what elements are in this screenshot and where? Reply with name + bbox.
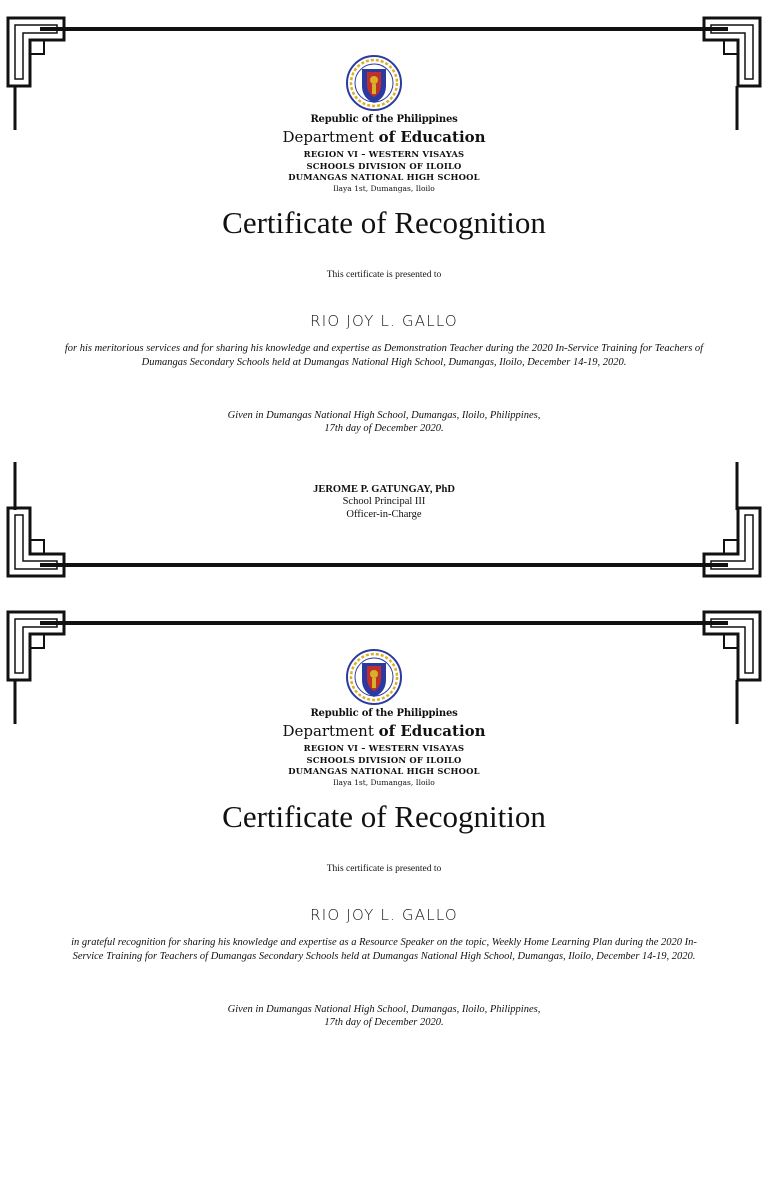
school-line: DUMANGAS NATIONAL HIGH SCHOOL bbox=[288, 172, 480, 182]
recipient-name: RIO JOY L. GALLO bbox=[310, 312, 458, 330]
certificate-2 bbox=[0, 594, 768, 1188]
presented-to-line: This certificate is presented to bbox=[326, 270, 442, 280]
region-line: REGION VI – WESTERN VISAYAS bbox=[303, 149, 465, 159]
given-block bbox=[0, 409, 768, 435]
citation-text: for his meritorious services and for sharing his knowledge and expertise as Demonstration Teacher during the 2020 In-Service Training for Teachers of Dumangas Secondary Schools held at Dumangas National High School, Dumangas, Iloilo, December 14-19, 2020. bbox=[64, 343, 704, 368]
given-line-1: Given in Dumangas National High School, Dumangas, Iloilo, Philippines, bbox=[227, 410, 541, 421]
certificate-title: Certificate of Recognition bbox=[222, 205, 546, 240]
school-line: DUMANGAS NATIONAL HIGH SCHOOL bbox=[288, 766, 480, 776]
department-prefix: Department bbox=[282, 128, 379, 146]
given-block bbox=[0, 1003, 768, 1029]
certificate-title: Certificate of Recognition bbox=[222, 799, 546, 834]
office-lines bbox=[0, 149, 768, 184]
department-bold: of Education bbox=[378, 128, 486, 146]
given-line-2: 17th day of December 2020. bbox=[324, 423, 444, 434]
office-lines bbox=[0, 743, 768, 778]
citation-text: in grateful recognition for sharing his knowledge and expertise as a Resource Speaker on the topic, Weekly Home Learning Plan during the 2020 In-Service Training for Teachers of Dumangas Secondary Schools held at Dumangas National High School, Dumangas, Iloilo, December 14-19, 2020. bbox=[71, 937, 697, 962]
republic-line: Republic of the Philippines bbox=[310, 708, 458, 719]
given-line-2: 17th day of December 2020. bbox=[324, 1017, 444, 1028]
deped-seal-icon bbox=[345, 54, 403, 112]
recipient-name: RIO JOY L. GALLO bbox=[310, 906, 458, 924]
address-line: Ilaya 1st, Dumangas, Iloilo bbox=[333, 184, 435, 193]
division-line: SCHOOLS DIVISION OF ILOILO bbox=[306, 754, 462, 765]
deped-seal-icon bbox=[345, 648, 403, 706]
address-line: Ilaya 1st, Dumangas, Iloilo bbox=[333, 778, 435, 787]
presented-to-line: This certificate is presented to bbox=[326, 864, 442, 874]
department-prefix: Department bbox=[282, 722, 379, 740]
signer-block bbox=[0, 496, 768, 521]
signer-title: School Principal III bbox=[342, 496, 426, 507]
republic-line: Republic of the Philippines bbox=[310, 114, 458, 125]
division-line: SCHOOLS DIVISION OF ILOILO bbox=[306, 160, 462, 171]
signer-name: JEROME P. GATUNGAY, PhD bbox=[313, 484, 455, 495]
department-line bbox=[0, 722, 768, 740]
department-line bbox=[0, 128, 768, 146]
given-line-1: Given in Dumangas National High School, Dumangas, Iloilo, Philippines, bbox=[227, 1004, 541, 1015]
department-bold: of Education bbox=[378, 722, 486, 740]
region-line: REGION VI – WESTERN VISAYAS bbox=[303, 743, 465, 753]
signer-role: Officer-in-Charge bbox=[346, 508, 422, 520]
